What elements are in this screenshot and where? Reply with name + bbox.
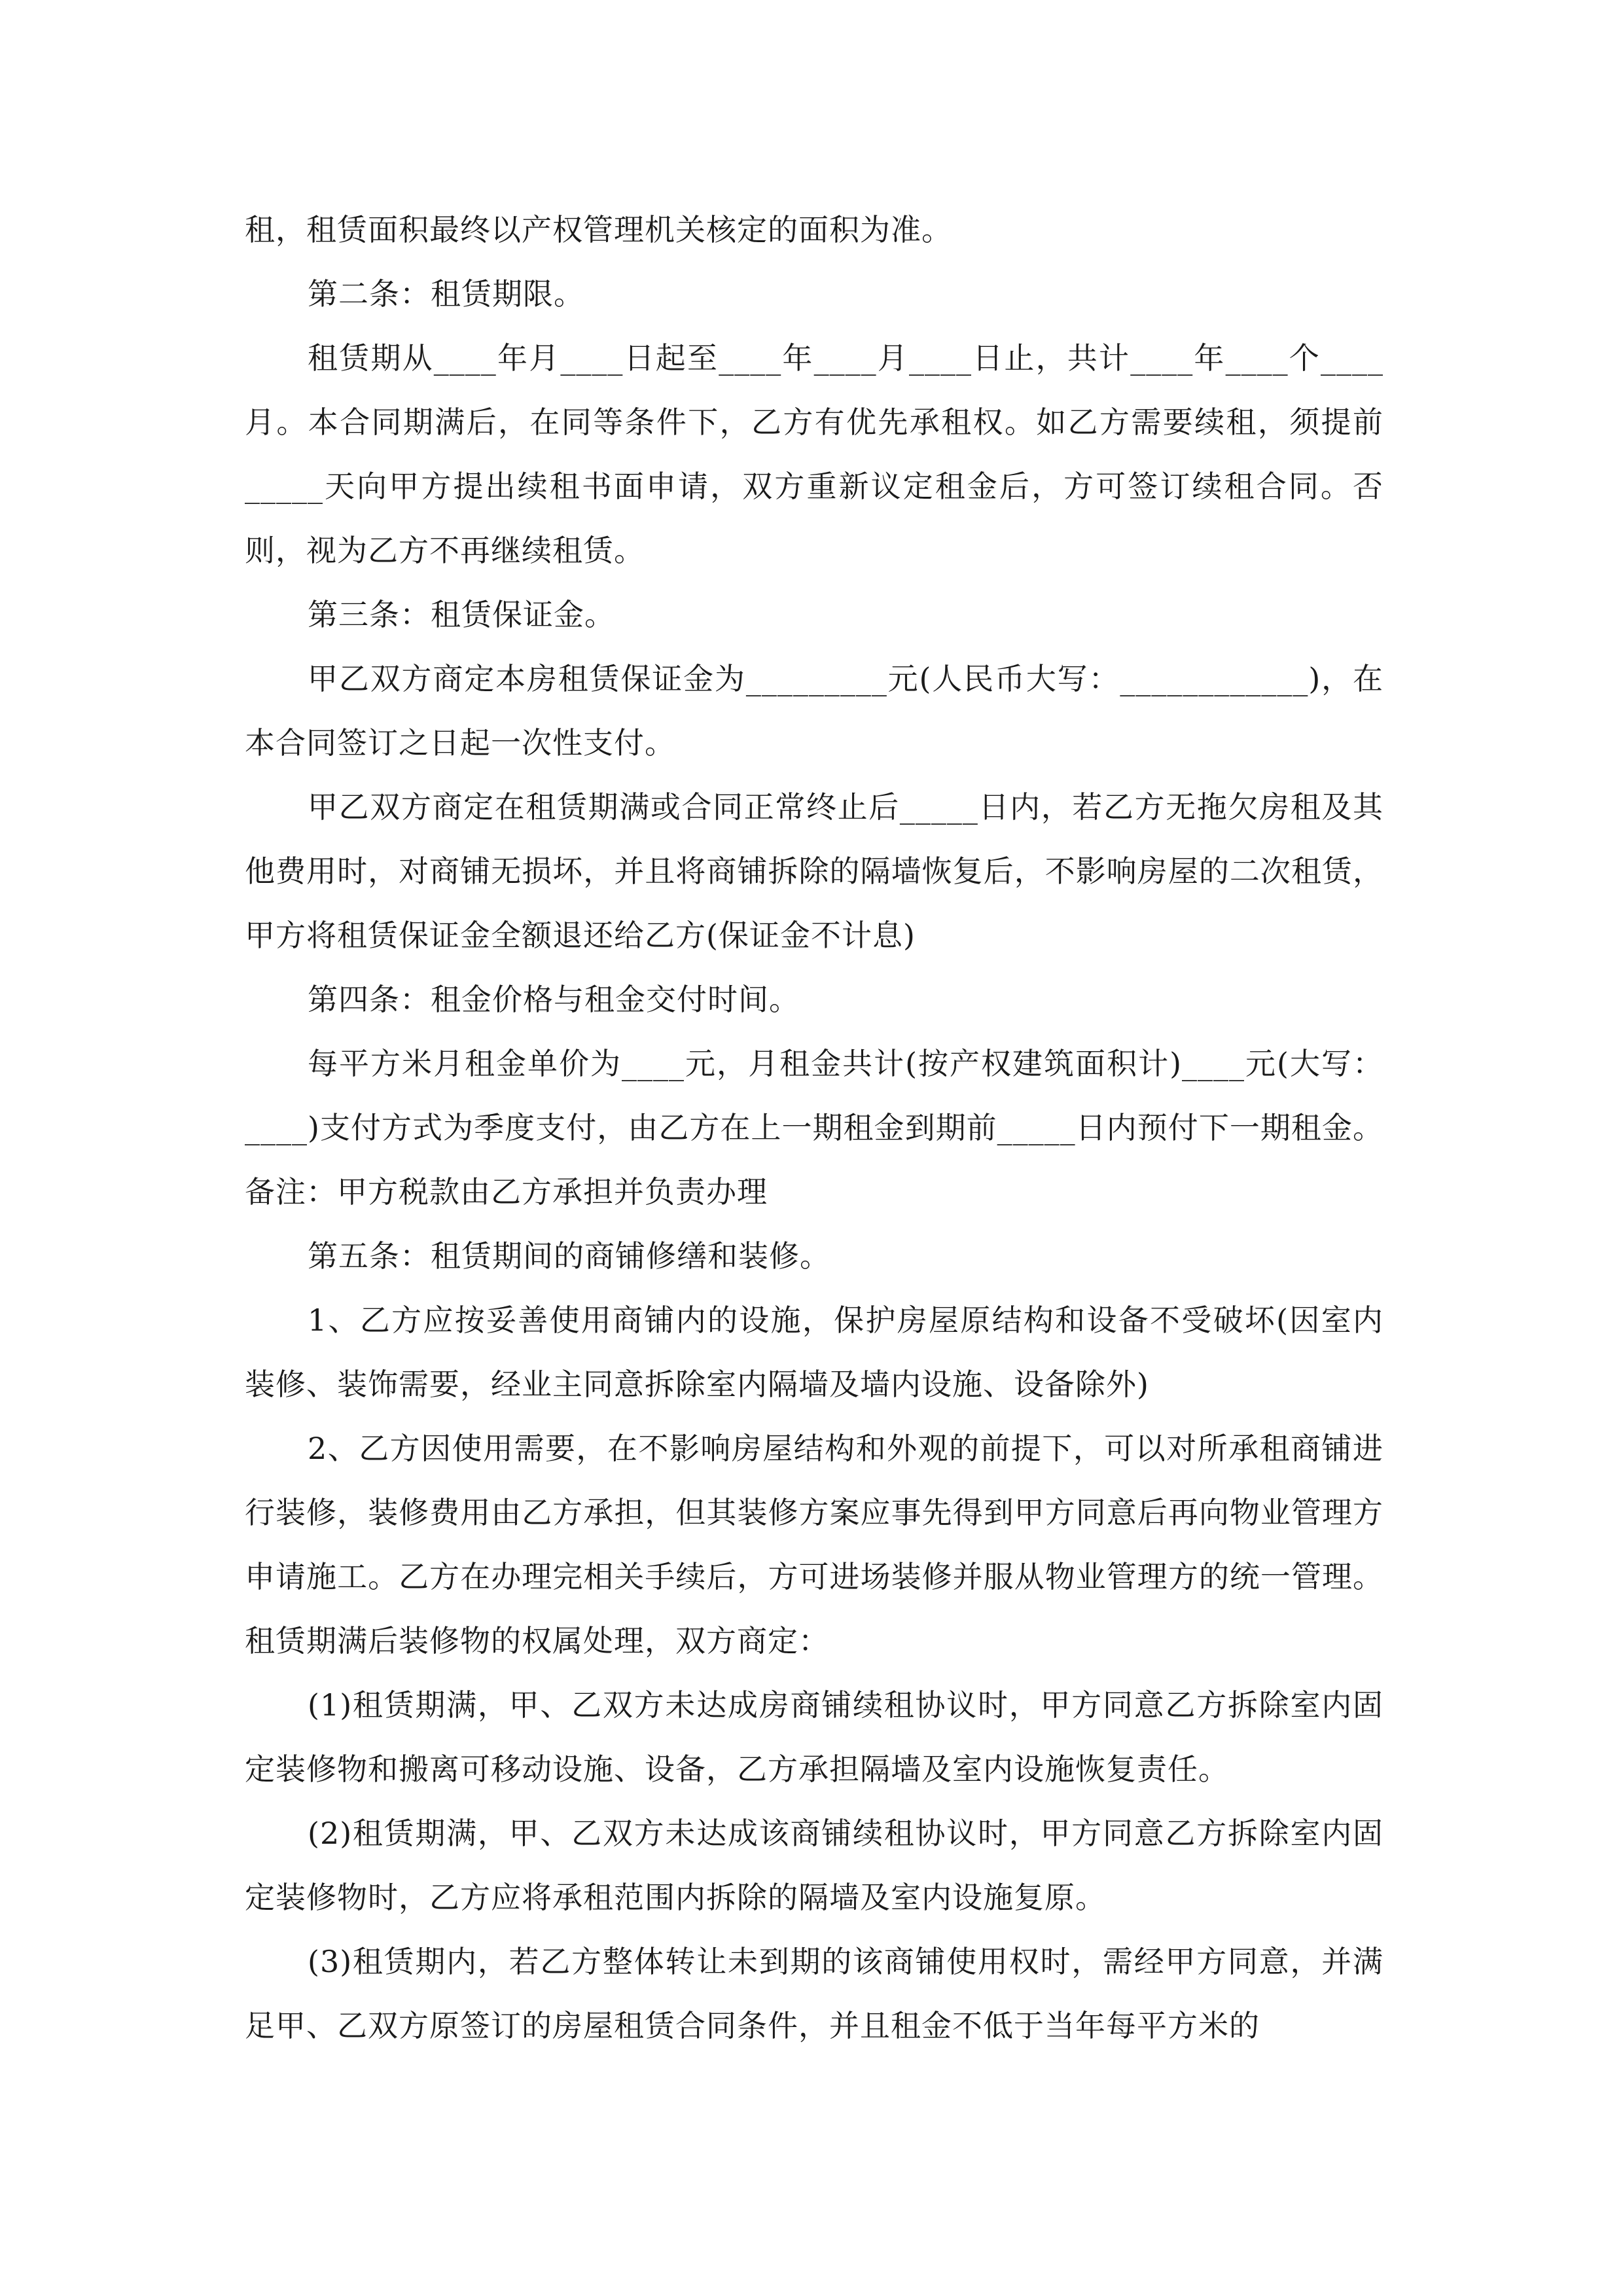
paragraph-area-clause-end: 租，租赁面积最终以产权管理机关核定的面积为准。 [245, 212, 952, 247]
heading-article-3: 第三条：租赁保证金。 [308, 597, 615, 632]
paragraph-subitem-3: (3)租赁期内，若乙方整体转让未到期的该商铺使用权时，需经甲方同意，并满足甲、乙双方原签订的房屋租赁合同条件，并且租金不低于当年每平方米的 [245, 1944, 1383, 2043]
heading-article-2: 第二条：租赁期限。 [308, 276, 584, 312]
document-body [245, 198, 1383, 2058]
paragraph-item-2: 2、乙方因使用需要，在不影响房屋结构和外观的前提下，可以对所承租商铺进行装修，装修费用由乙方承担，但其装修方案应事先得到甲方同意后再向物业管理方申请施工。乙方在办理完相关手续后，方可进场装修并服从物业管理方的统一管理。租赁期满后装修物的权属处理，双方商定： [245, 1431, 1383, 1659]
paragraph-subitem-2: (2)租赁期满，甲、乙双方未达成该商铺续租协议时，甲方同意乙方拆除室内固定装修物时，乙方应将承租范围内拆除的隔墙及室内设施复原。 [245, 1816, 1383, 1915]
paragraph-rent-price: 每平方米月租金单价为____元，月租金共计(按产权建筑面积计)____元(大写：____)支付方式为季度支付，由乙方在上一期租金到期前_____日内预付下一期租金。备注：甲方税款由乙方承担并负责办理 [245, 1046, 1383, 1210]
paragraph-subitem-1: (1)租赁期满，甲、乙双方未达成房商铺续租协议时，甲方同意乙方拆除室内固定装修物和搬离可移动设施、设备，乙方承担隔墙及室内设施恢复责任。 [245, 1687, 1383, 1787]
paragraph-deposit-refund: 甲乙双方商定在租赁期满或合同正常终止后_____日内，若乙方无拖欠房租及其他费用时，对商铺无损坏，并且将商铺拆除的隔墙恢复后，不影响房屋的二次租赁，甲方将租赁保证金全额退还给乙方(保证金不计息) [245, 789, 1383, 953]
paragraph-item-1: 1、乙方应按妥善使用商铺内的设施，保护房屋原结构和设备不受破坏(因室内装修、装饰需要，经业主同意拆除室内隔墙及墙内设施、设备除外) [245, 1302, 1383, 1402]
paragraph-lease-term: 租赁期从____年月____日起至____年____月____日止，共计____年____个____月。本合同期满后，在同等条件下，乙方有优先承租权。如乙方需要续租，须提前_____天向甲方提出续租书面申请，双方重新议定租金后，方可签订续租合同。否则，视为乙方不再继续租赁。 [245, 340, 1383, 568]
paragraph-deposit-amount: 甲乙双方商定本房租赁保证金为_________元(人民币大写：____________)，在本合同签订之日起一次性支付。 [245, 661, 1383, 761]
heading-article-4: 第四条：租金价格与租金交付时间。 [308, 982, 800, 1017]
heading-article-5: 第五条：租赁期间的商铺修缮和装修。 [308, 1238, 830, 1274]
